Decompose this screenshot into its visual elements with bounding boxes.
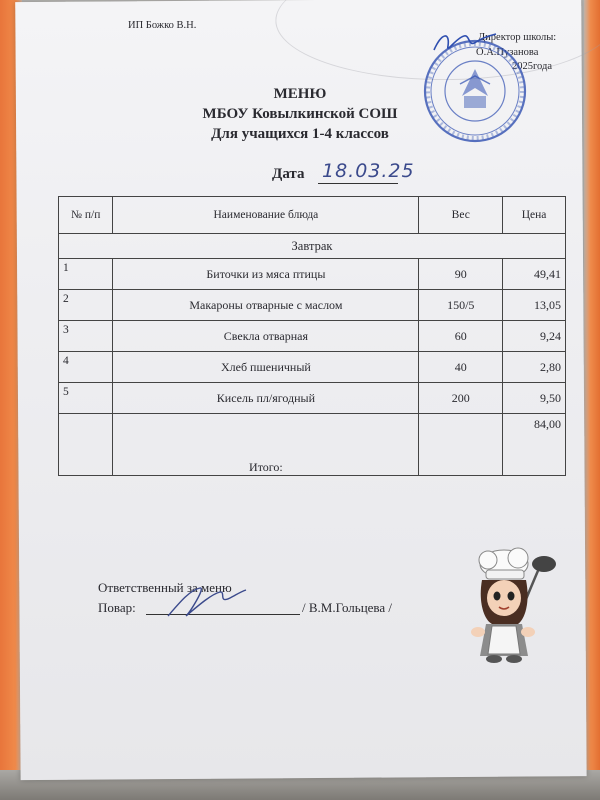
table-row (59, 259, 566, 290)
row-dish: Макароны отварные с маслом (113, 290, 419, 321)
date-handwritten: 18.03.25 (322, 160, 415, 182)
row-price: 9,50 (503, 383, 566, 414)
row-weight: 90 (419, 259, 503, 290)
total-empty-cell (59, 414, 113, 476)
row-price: 9,24 (503, 321, 566, 352)
cook-label: Повар: (98, 600, 136, 615)
director-signature (430, 28, 500, 58)
approval-year: 2025года (512, 61, 552, 72)
row-dish: Кисель пл/ягодный (113, 383, 419, 414)
date-underline (318, 183, 398, 184)
row-price: 2,80 (503, 352, 566, 383)
row-dish: Свекла отварная (113, 321, 419, 352)
header-weight: Вес (419, 197, 503, 234)
chef-girl-illustration (448, 546, 568, 664)
table-row (59, 383, 566, 414)
table-row (59, 290, 566, 321)
row-weight: 40 (419, 352, 503, 383)
row-dish: Биточки из мяса птицы (113, 259, 419, 290)
row-number: 4 (59, 352, 113, 383)
row-weight: 200 (419, 383, 503, 414)
menu-table (58, 196, 566, 476)
ip-label: ИП Божко В.Н. (128, 20, 197, 31)
row-weight: 60 (419, 321, 503, 352)
row-number: 5 (59, 383, 113, 414)
school-name: МБОУ Ковылкинской СОШ (202, 106, 398, 122)
row-number: 2 (59, 290, 113, 321)
total-row (59, 414, 566, 476)
cook-name: / В.М.Гольцева / (302, 600, 393, 615)
table-row (59, 352, 566, 383)
director-name: О.А.Пузанова (476, 47, 539, 58)
responsible-label: Ответственный за меню (98, 580, 232, 595)
row-price: 49,41 (503, 259, 566, 290)
menu-title: МЕНЮ (273, 86, 327, 102)
row-weight: 150/5 (419, 290, 503, 321)
section-breakfast: Завтрак (59, 234, 566, 259)
header-dish-name: Наименование блюда (113, 197, 419, 234)
total-value: 84,00 (503, 414, 566, 476)
header-number: № п/п (59, 197, 113, 234)
table-row (59, 321, 566, 352)
table-header-row (59, 197, 566, 234)
row-price: 13,05 (503, 290, 566, 321)
row-number: 1 (59, 259, 113, 290)
total-label: Итого: (113, 414, 419, 476)
section-row (59, 234, 566, 259)
total-weight-empty (419, 414, 503, 476)
director-title: Директор школы: (478, 32, 557, 43)
cook-signature (160, 582, 250, 622)
header-price: Цена (503, 197, 566, 234)
class-range: Для учащихся 1-4 классов (211, 126, 389, 142)
row-dish: Хлеб пшеничный (113, 352, 419, 383)
date-label: Дата (272, 166, 305, 182)
row-number: 3 (59, 321, 113, 352)
